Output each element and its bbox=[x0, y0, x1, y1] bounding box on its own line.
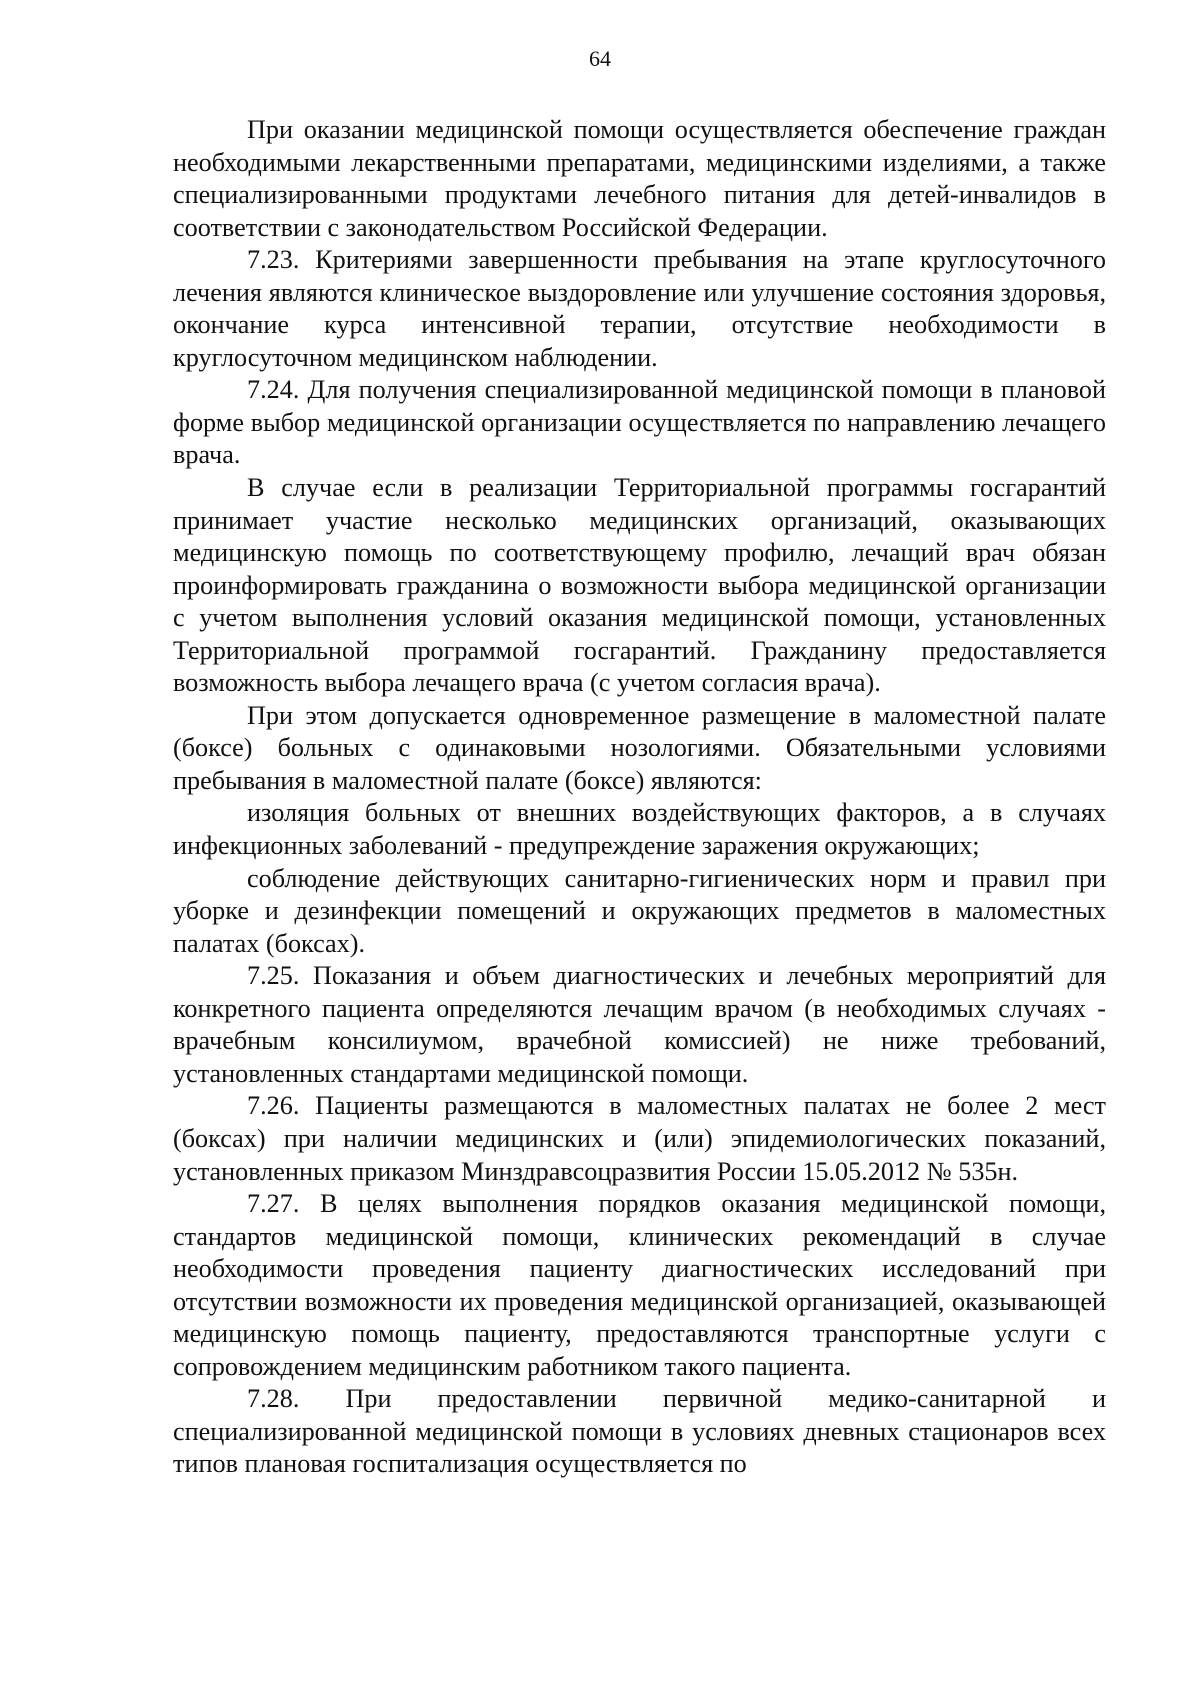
paragraph: 7.27. В целях выполнения порядков оказания медицинской помощи, стандартов медицинской помощи, клинических рекомендаций в случае необходимости проведения пациенту диагностических исследований при отсутствии возможности их проведения медицинской организацией, оказывающей медицинскую помощь пациенту, предоставляются транспортные услуги с сопровождением медицинским работником такого пациента. bbox=[173, 1189, 1106, 1381]
paragraph: 7.24. Для получения специализированной медицинской помощи в плановой форме выбор медицинской организации осуществляется по направлению лечащего врача. bbox=[173, 375, 1106, 470]
paragraph: При оказании медицинской помощи осуществляется обеспечение граждан необходимыми лекарственными препаратами, медицинскими изделиями, а также специализированными продуктами лечебного питания для детей-инвалидов в соответствии с законодательством Российской Федерации. bbox=[173, 115, 1106, 242]
paragraph: соблюдение действующих санитарно-гигиенических норм и правил при уборке и дезинфекции помещений и окружающих предметов в маломестных палатах (боксах). bbox=[173, 863, 1106, 958]
paragraph: 7.25. Показания и объем диагностических и лечебных мероприятий для конкретного пациента определяются лечащим врачом (в необходимых случаях - врачебным консилиумом, врачебной комиссией) не ниже требований, установленных стандартами медицинской помощи. bbox=[173, 961, 1106, 1088]
paragraph: 7.26. Пациенты размещаются в маломестных палатах не более 2 мест (боксах) при наличии медицинских и (или) эпидемиологических показаний, установленных приказом Минздравсоцразвития России 15.05.2012 № 535н. bbox=[173, 1091, 1106, 1186]
paragraph: изоляция больных от внешних воздействующих факторов, а в случаях инфекционных заболеваний - предупреждение заражения окружающих; bbox=[173, 798, 1106, 861]
paragraph: При этом допускается одновременное размещение в маломестной палате (боксе) больных с одинаковыми нозологиями. Обязательными условиями пребывания в маломестной палате (боксе) являются: bbox=[173, 700, 1106, 795]
page-number: 64 bbox=[589, 46, 611, 71]
document-body bbox=[173, 114, 1106, 1481]
paragraph: 7.28. При предоставлении первичной медико-санитарной и специализированной медицинской помощи в условиях дневных стационаров всех типов плановая госпитализация осуществляется по bbox=[173, 1384, 1106, 1479]
paragraph: В случае если в реализации Территориальной программы госгарантий принимает участие несколько медицинских организаций, оказывающих медицинскую помощь по соответствующему профилю, лечащий врач обязан проинформировать гражданина о возможности выбора медицинской организации с учетом выполнения условий оказания медицинской помощи, установленных Территориальной программой госгарантий. Гражданину предоставляется возможность выбора лечащего врача (с учетом согласия врача). bbox=[173, 473, 1106, 698]
paragraph: 7.23. Критериями завершенности пребывания на этапе круглосуточного лечения являются клиническое выздоровление или улучшение состояния здоровья, окончание курса интенсивной терапии, отсутствие необходимости в круглосуточном медицинском наблюдении. bbox=[173, 245, 1106, 372]
